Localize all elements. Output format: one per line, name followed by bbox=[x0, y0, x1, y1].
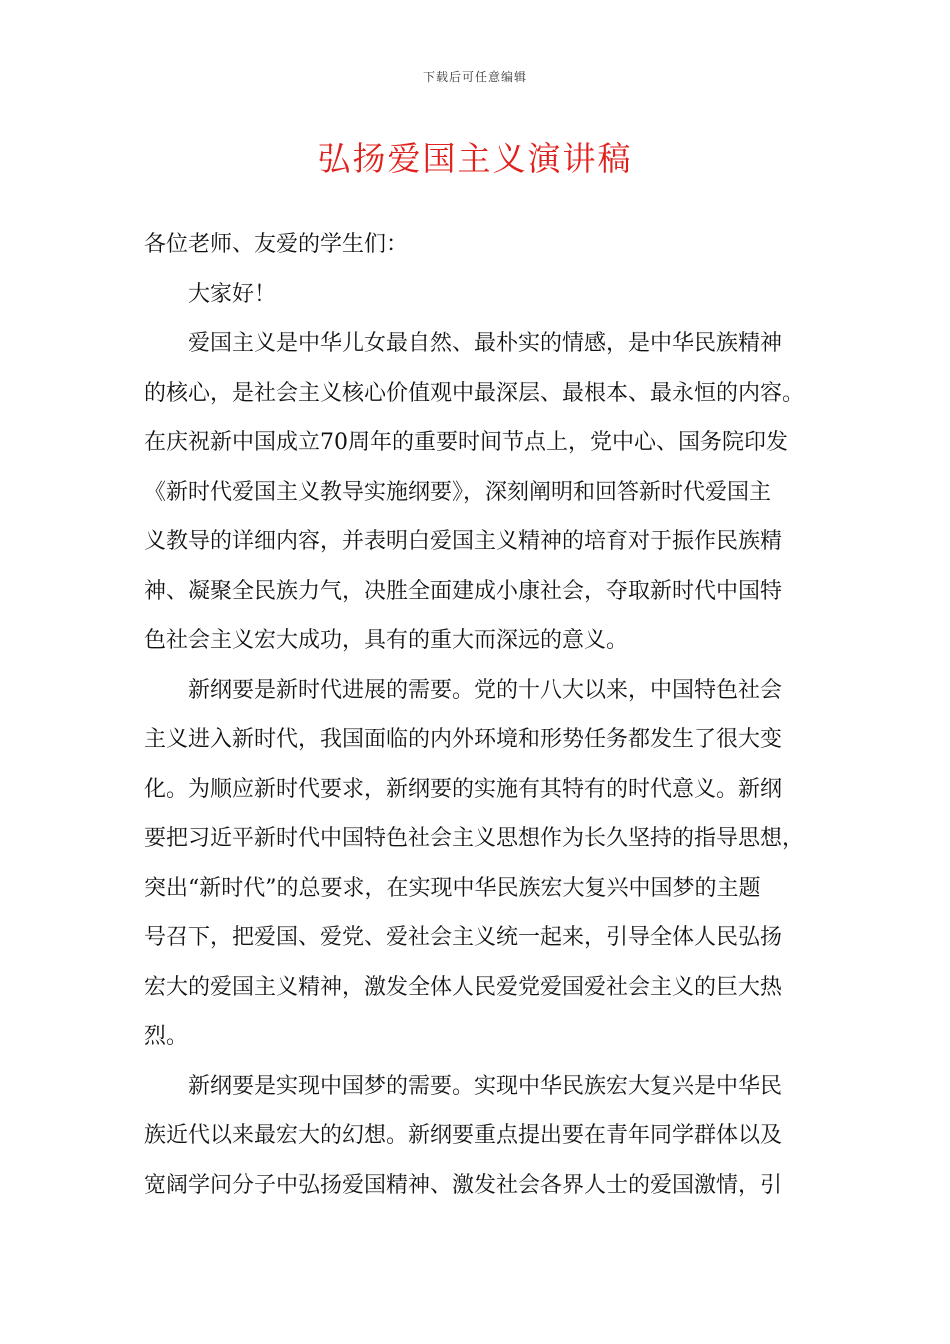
body-text-line: 主义进入新时代，我国面临的内外环境和形势任务都发生了很大变 bbox=[144, 727, 783, 752]
body-text-line: 的核心，是社会主义核心价值观中最深层、最根本、最永恒的内容。 bbox=[144, 380, 805, 406]
body-text-line: 要把习近平新时代中国特色社会主义思想作为长久坚持的指导思想， bbox=[144, 826, 805, 851]
body-text-line: 新纲要是新时代进展的需要。党的十八大以来，中国特色社会 bbox=[188, 677, 783, 703]
body-text-line: 宏大的爱国主义精神，激发全体人民爱党爱国爱社会主义的巨大热 bbox=[144, 974, 783, 1000]
body-text-line: 号召下，把爱国、爱党、爱社会主义统一起来，引导全体人民弘扬 bbox=[144, 925, 783, 950]
page-header-note: 下载后可任意编辑 bbox=[422, 70, 527, 84]
body-text-line: 族近代以来最宏大的幻想。新纲要重点提出要在青年同学群体以及 bbox=[144, 1123, 783, 1148]
body-text-line: 烈。 bbox=[144, 1024, 189, 1049]
body-text-line: 在庆祝新中国成立70周年的重要时间节点上，党中心、国务院印发 bbox=[144, 430, 788, 455]
body-text-line: 大家好！ bbox=[188, 281, 277, 307]
body-text-line: 各位老师、友爱的学生们： bbox=[144, 232, 409, 257]
body-text-line: 神、凝聚全民族力气，决胜全面建成小康社会，夺取新时代中国特 bbox=[144, 578, 783, 604]
body-text-line: 化。为顺应新时代要求，新纲要的实施有其特有的时代意义。新纲 bbox=[144, 776, 783, 802]
document-title: 弘扬爱国主义演讲稿 bbox=[317, 139, 633, 178]
body-text-line: 突出“新时代”的总要求，在实现中华民族宏大复兴中国梦的主题 bbox=[144, 875, 761, 901]
body-text-line: 宽阔学问分子中弘扬爱国精神、激发社会各界人士的爱国激情，引 bbox=[144, 1172, 783, 1198]
body-text-line: 义教导的详细内容，并表明白爱国主义精神的培育对于振作民族精 bbox=[144, 529, 783, 554]
body-text-line: 新纲要是实现中国梦的需要。实现中华民族宏大复兴是中华民 bbox=[188, 1073, 783, 1099]
document-body bbox=[144, 220, 812, 1210]
body-text-line: 色社会主义宏大成功，具有的重大而深远的意义。 bbox=[144, 628, 629, 653]
body-text-line: 《新时代爱国主义教导实施纲要》，深刻阐明和回答新时代爱国主 bbox=[144, 479, 772, 505]
body-text-line: 爱国主义是中华儿女最自然、最朴实的情感，是中华民族精神 bbox=[188, 331, 783, 356]
